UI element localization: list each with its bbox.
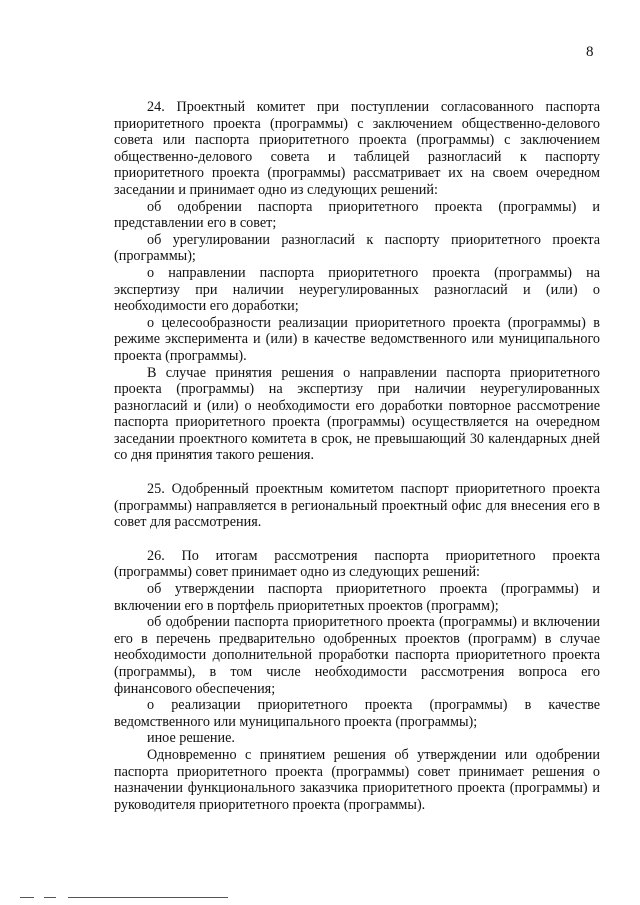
footer-line <box>68 897 228 898</box>
paragraph-25: 25. Одобренный проектным комитетом паспорт приоритетного проекта (программы) направляется в региональный проектный офис для внесения его в совет для рассмотрения. <box>114 481 600 531</box>
paragraph-24-option-approve: об одобрении паспорта приоритетного проекта (программы) и представлении его в совет; <box>114 198 600 232</box>
paragraph-24: 24. Проектный комитет при поступлении согласованного паспорта приоритетного проекта (программы) с заключением общественно-делового совета или паспорта приоритетного проекта (программы) с заключением общественно-делового совета и таблицей разногласий к паспорту приоритетного проекта (программы) рассматривает их на своем очередном заседании и принимает одно из следующих решений: <box>114 99 600 198</box>
paragraph-24-repeat-review: В случае принятия решения о направлении паспорта приоритетного проекта (программы) на экспертизу при наличии неурегулированных разногласий и (или) о необходимости его доработки повторное рассмотрение паспорта приоритетного проекта (программы) осуществляется на очередном заседании проектного комитета в срок, не превышающий 30 календарных дней со дня принятия такого решения. <box>114 364 600 464</box>
footer-dash-2 <box>44 897 56 898</box>
paragraph-24-option-experiment: о целесообразности реализации приоритетного проекта (программы) в режиме эксперимента и (или) в качестве ведомственного или муниципального проекта (программы). <box>114 314 600 364</box>
page-number: 8 <box>586 44 594 60</box>
paragraph-26-option-departmental: о реализации приоритетного проекта (программы) в качестве ведомственного или муниципального проекта (программы); <box>114 697 600 730</box>
document-body <box>114 99 600 813</box>
paragraph-26: 26. По итогам рассмотрения паспорта приоритетного проекта (программы) совет принимает одно из следующих решений: <box>114 547 600 581</box>
paragraph-24-option-settle: об урегулировании разногласий к паспорту приоритетного проекта (программы); <box>114 231 600 265</box>
paragraph-26-appointment: Одновременно с принятием решения об утверждении или одобрении паспорта приоритетного проекта (программы) совет принимает решения о назначении функционального заказчика приоритетного проекта (программы) и руководителя приоритетного проекта (программы). <box>114 746 600 813</box>
paragraph-26-option-other: иное решение. <box>147 730 235 747</box>
paragraph-24-option-expertise: о направлении паспорта приоритетного проекта (программы) на экспертизу при наличии неурегулированных разногласий и (или) о необходимости его доработки; <box>114 264 600 315</box>
footer-dash-1 <box>20 897 34 898</box>
paragraph-26-option-confirm: об утверждении паспорта приоритетного проекта (программы) и включении его в портфель приоритетных проектов (программ); <box>114 581 600 614</box>
paragraph-26-option-preapprove: об одобрении паспорта приоритетного проекта (программы) и включении его в перечень предварительно одобренных проектов (программ) в случае необходимости дополнительной проработки паспорта приоритетного проекта (программы), в том числе необходимости рассмотрения вопроса его финансового обеспечения; <box>114 614 600 697</box>
footer-rule <box>0 895 640 901</box>
